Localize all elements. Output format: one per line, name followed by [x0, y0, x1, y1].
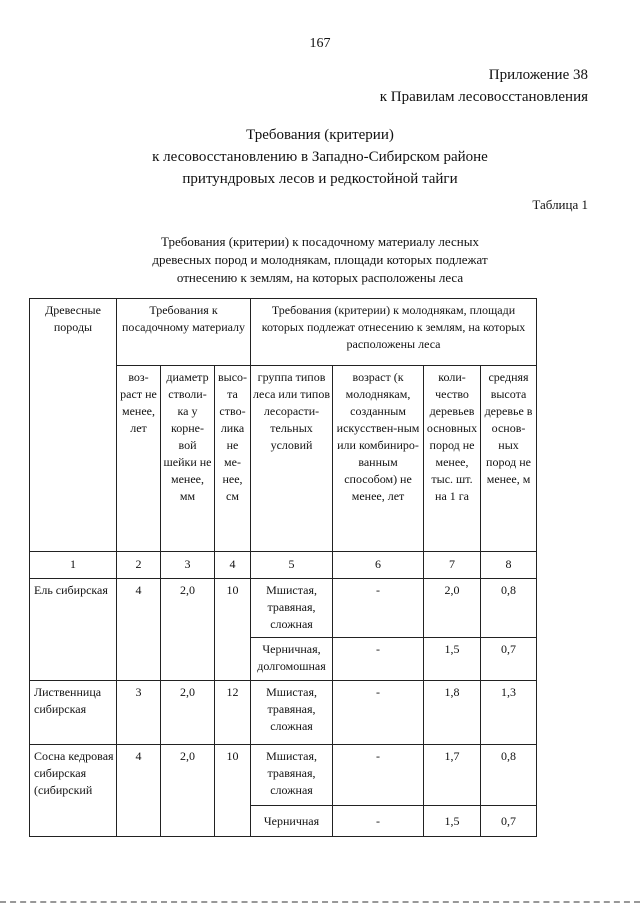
column-number-row — [30, 552, 537, 579]
height-cell: 10 — [215, 578, 251, 680]
forest-type-cell: Мшистая, травяная, сложная — [251, 578, 333, 637]
caption-line-3: отнесению к землям, на которых расположены леса — [176, 270, 464, 285]
header-diameter: диаметр стволи-ка у корне-вой шейки не менее, мм — [161, 366, 215, 552]
column-number: 2 — [117, 552, 161, 579]
column-number: 7 — [424, 552, 481, 579]
table-row — [30, 680, 537, 744]
column-number: 5 — [251, 552, 333, 579]
table-label: Таблица 1 — [532, 197, 588, 212]
height-cell: 10 — [215, 745, 251, 837]
tree-count-cell: 1,7 — [424, 745, 481, 806]
height-cell: 12 — [215, 680, 251, 744]
page-bottom-divider — [0, 901, 640, 903]
appendix-line-1: Приложение 38 — [488, 67, 588, 83]
average-height-cell: 0,8 — [481, 745, 537, 806]
caption-line-2: древесных пород и молоднякам, площади которых подлежат — [152, 252, 488, 267]
page-number: 167 — [309, 36, 331, 51]
forest-type-cell: Черничная, долгомошная — [251, 637, 333, 680]
young-age-cell: - — [333, 745, 424, 806]
young-age-cell: - — [333, 806, 424, 837]
column-number: 1 — [30, 552, 117, 579]
table-row — [30, 745, 537, 806]
forest-type-cell: Мшистая, травяная, сложная — [251, 680, 333, 744]
header-age: воз-раст не менее, лет — [117, 366, 161, 552]
table-row — [30, 578, 537, 637]
header-average-height: средняя высота деревье в основ-ных пород не менее, м — [481, 366, 537, 552]
title-line-2: к лесовосстановлению в Западно-Сибирском районе — [152, 149, 488, 165]
appendix-line-2: к Правилам лесовосстановления — [379, 89, 588, 105]
age-cell: 4 — [117, 745, 161, 837]
appendix-header — [380, 64, 588, 108]
column-number: 6 — [333, 552, 424, 579]
diameter-cell: 2,0 — [161, 680, 215, 744]
header-forest-type: группа типов леса или типов лесорасти-тельных условий — [251, 366, 333, 552]
young-age-cell: - — [333, 680, 424, 744]
header-young-stands: Требования (критерии) к молоднякам, площади которых подлежат отнесению к землям, на которых расположены леса — [251, 299, 537, 366]
header-species: Древесные породы — [30, 299, 117, 552]
age-cell: 4 — [117, 578, 161, 680]
species-cell: Ель сибирская — [30, 578, 117, 680]
average-height-cell: 0,8 — [481, 578, 537, 637]
average-height-cell: 0,7 — [481, 637, 537, 680]
caption-line-1: Требования (критерии) к посадочному материалу лесных — [161, 234, 479, 249]
average-height-cell: 0,7 — [481, 806, 537, 837]
species-cell: Лиственница сибирская — [30, 680, 117, 744]
tree-count-cell: 1,5 — [424, 637, 481, 680]
title-line-1: Требования (критерии) — [246, 127, 394, 143]
tree-count-cell: 1,5 — [424, 806, 481, 837]
header-planting-material: Требования к посадочному материалу — [117, 299, 251, 366]
forest-type-cell: Черничная — [251, 806, 333, 837]
document-title — [0, 124, 640, 190]
tree-count-cell: 2,0 — [424, 578, 481, 637]
column-number: 8 — [481, 552, 537, 579]
species-cell: Сосна кедровая сибирская (сибирский — [30, 745, 117, 837]
diameter-cell: 2,0 — [161, 745, 215, 837]
tree-count-cell: 1,8 — [424, 680, 481, 744]
header-height: высо-та ство-лика не ме-нее, см — [215, 366, 251, 552]
title-line-3: притундровых лесов и редкостойной тайги — [182, 171, 458, 187]
young-age-cell: - — [333, 637, 424, 680]
header-tree-count: коли-чество деревьев основных пород не менее, тыс. шт. на 1 га — [424, 366, 481, 552]
forest-type-cell: Мшистая, травяная, сложная — [251, 745, 333, 806]
average-height-cell: 1,3 — [481, 680, 537, 744]
young-age-cell: - — [333, 578, 424, 637]
column-number: 3 — [161, 552, 215, 579]
requirements-table — [29, 298, 537, 837]
age-cell: 3 — [117, 680, 161, 744]
diameter-cell: 2,0 — [161, 578, 215, 680]
table-caption — [0, 233, 640, 287]
header-young-age: возраст (к молоднякам, созданным искусствен-ным или комбиниро-ванным способом) не менее, лет — [333, 366, 424, 552]
column-number: 4 — [215, 552, 251, 579]
